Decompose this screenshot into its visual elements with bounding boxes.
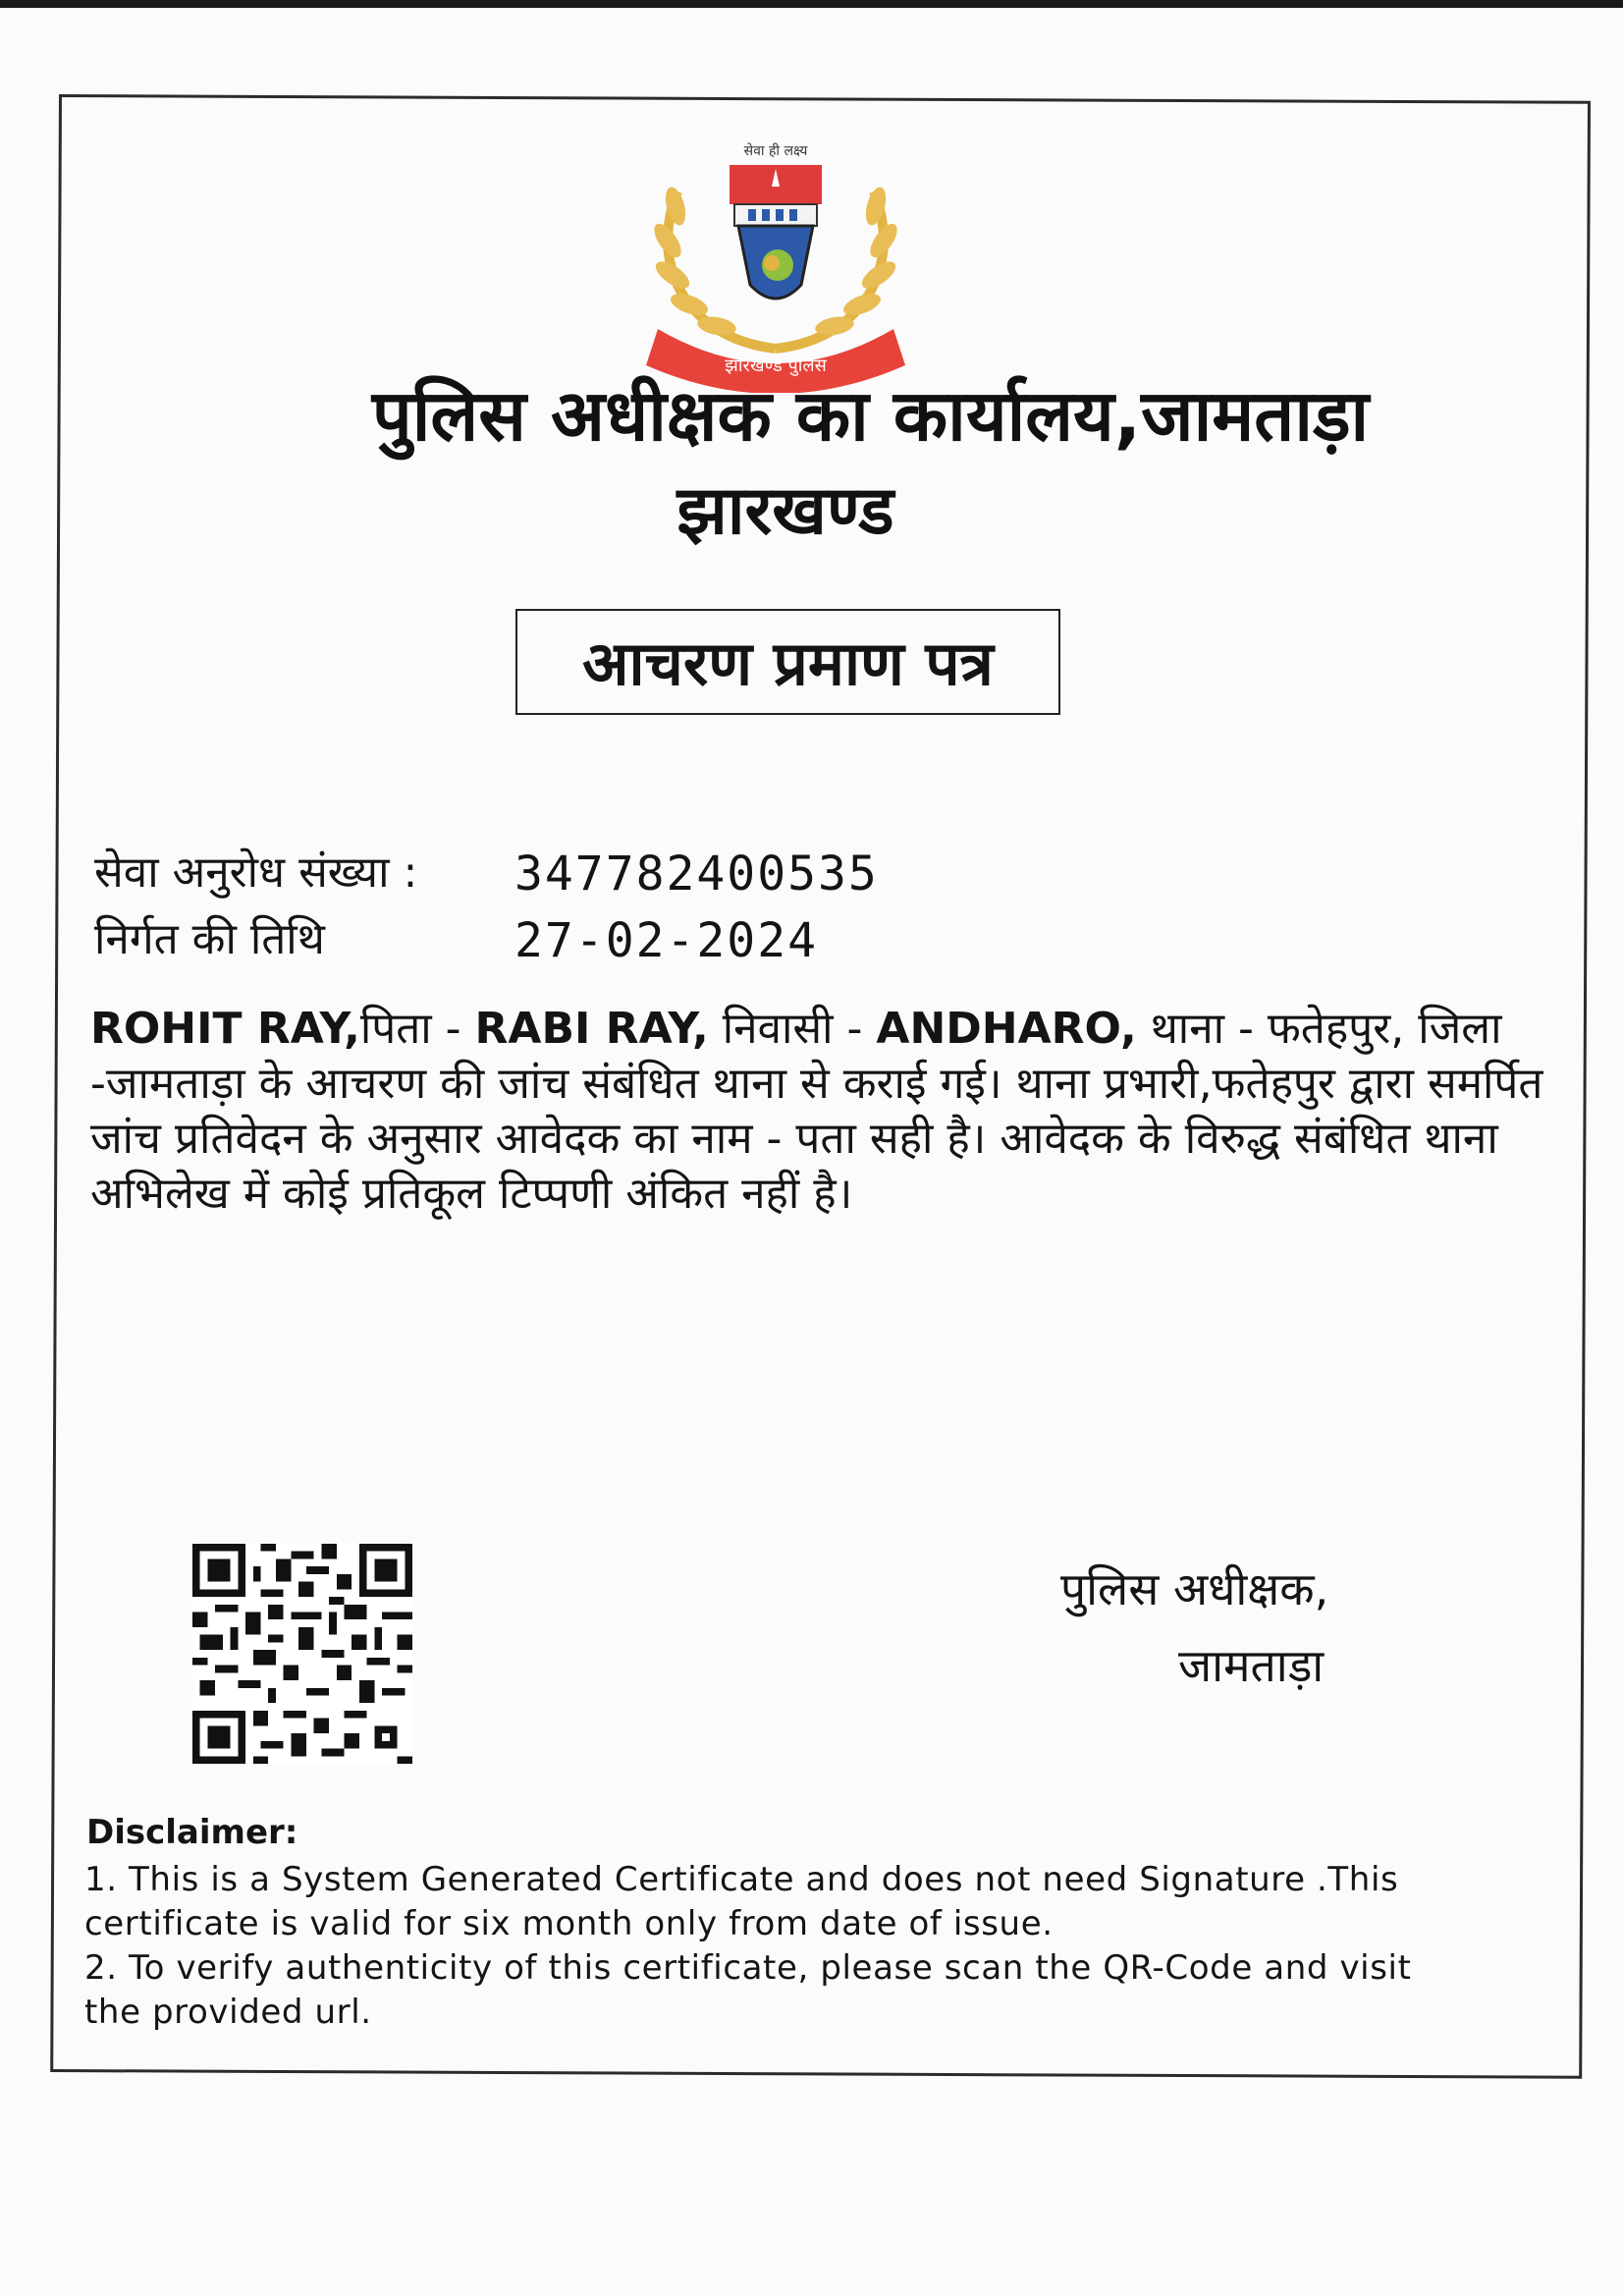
village-name: ANDHARO, bbox=[876, 1004, 1137, 1054]
request-number-value: 347782400535 bbox=[514, 847, 879, 902]
issue-date-value: 27-02-2024 bbox=[514, 913, 818, 968]
scan-edge bbox=[0, 0, 1623, 8]
disclaimer-title: Disclaimer: bbox=[86, 1813, 298, 1852]
office-name: पुलिस अधीक्षक का कार्यालय,जामताड़ा bbox=[371, 374, 1370, 457]
issue-date-label: निर्गत की तिथि bbox=[94, 914, 325, 964]
request-number-row bbox=[94, 841, 879, 902]
applicant-name: ROHIT RAY, bbox=[90, 1004, 360, 1054]
disclaimer-point-2: 2. To verify authenticity of this certificate, please scan the QR-Code and visit the provided url. bbox=[84, 1948, 1412, 2032]
signatory-designation: पुलिस अधीक्षक, bbox=[1060, 1562, 1329, 1615]
resident-label: निवासी - bbox=[708, 1004, 877, 1054]
emblem-motto: सेवा ही लक्ष्य bbox=[743, 143, 808, 159]
certificate-title-box bbox=[515, 609, 1060, 715]
father-name: RABI RAY, bbox=[474, 1004, 709, 1054]
jharkhand-police-emblem bbox=[628, 137, 923, 393]
emblem-banner-text: झारखण्ड पुलिस bbox=[725, 355, 827, 376]
signatory-district: जामताड़ा bbox=[1178, 1639, 1325, 1692]
father-label: पिता - bbox=[359, 1004, 475, 1054]
disclaimer-point-1: 1. This is a System Generated Certificate and does not need Signature .This certificate is valid for six month only from date of issue. bbox=[84, 1860, 1399, 1943]
certificate-title: आचरण प्रमाण पत्र bbox=[582, 628, 994, 699]
disclaimer-text bbox=[84, 1858, 1479, 2035]
body-statement: थाना - फतेहपुर, जिला -जामताड़ा के आचरण की जांच संबंधित थाना से कराई गई। थाना प्रभारी,फतेहपुर द्वारा समर्पित जांच प्रतिवेदन के अनुसार आवेदक का नाम - पता सही है। आवेदक के विरुद्ध संबंधित थाना अभिलेख में कोई प्रतिकूल टिप्पणी अंकित नहीं है। bbox=[90, 1004, 1543, 1219]
office-state: झारखण्ड bbox=[676, 472, 894, 550]
issue-date-row bbox=[94, 907, 818, 968]
certificate-body bbox=[90, 1002, 1563, 1222]
verification-qr-code[interactable] bbox=[192, 1544, 412, 1764]
request-number-label: सेवा अनुरोध संख्या : bbox=[94, 847, 418, 898]
